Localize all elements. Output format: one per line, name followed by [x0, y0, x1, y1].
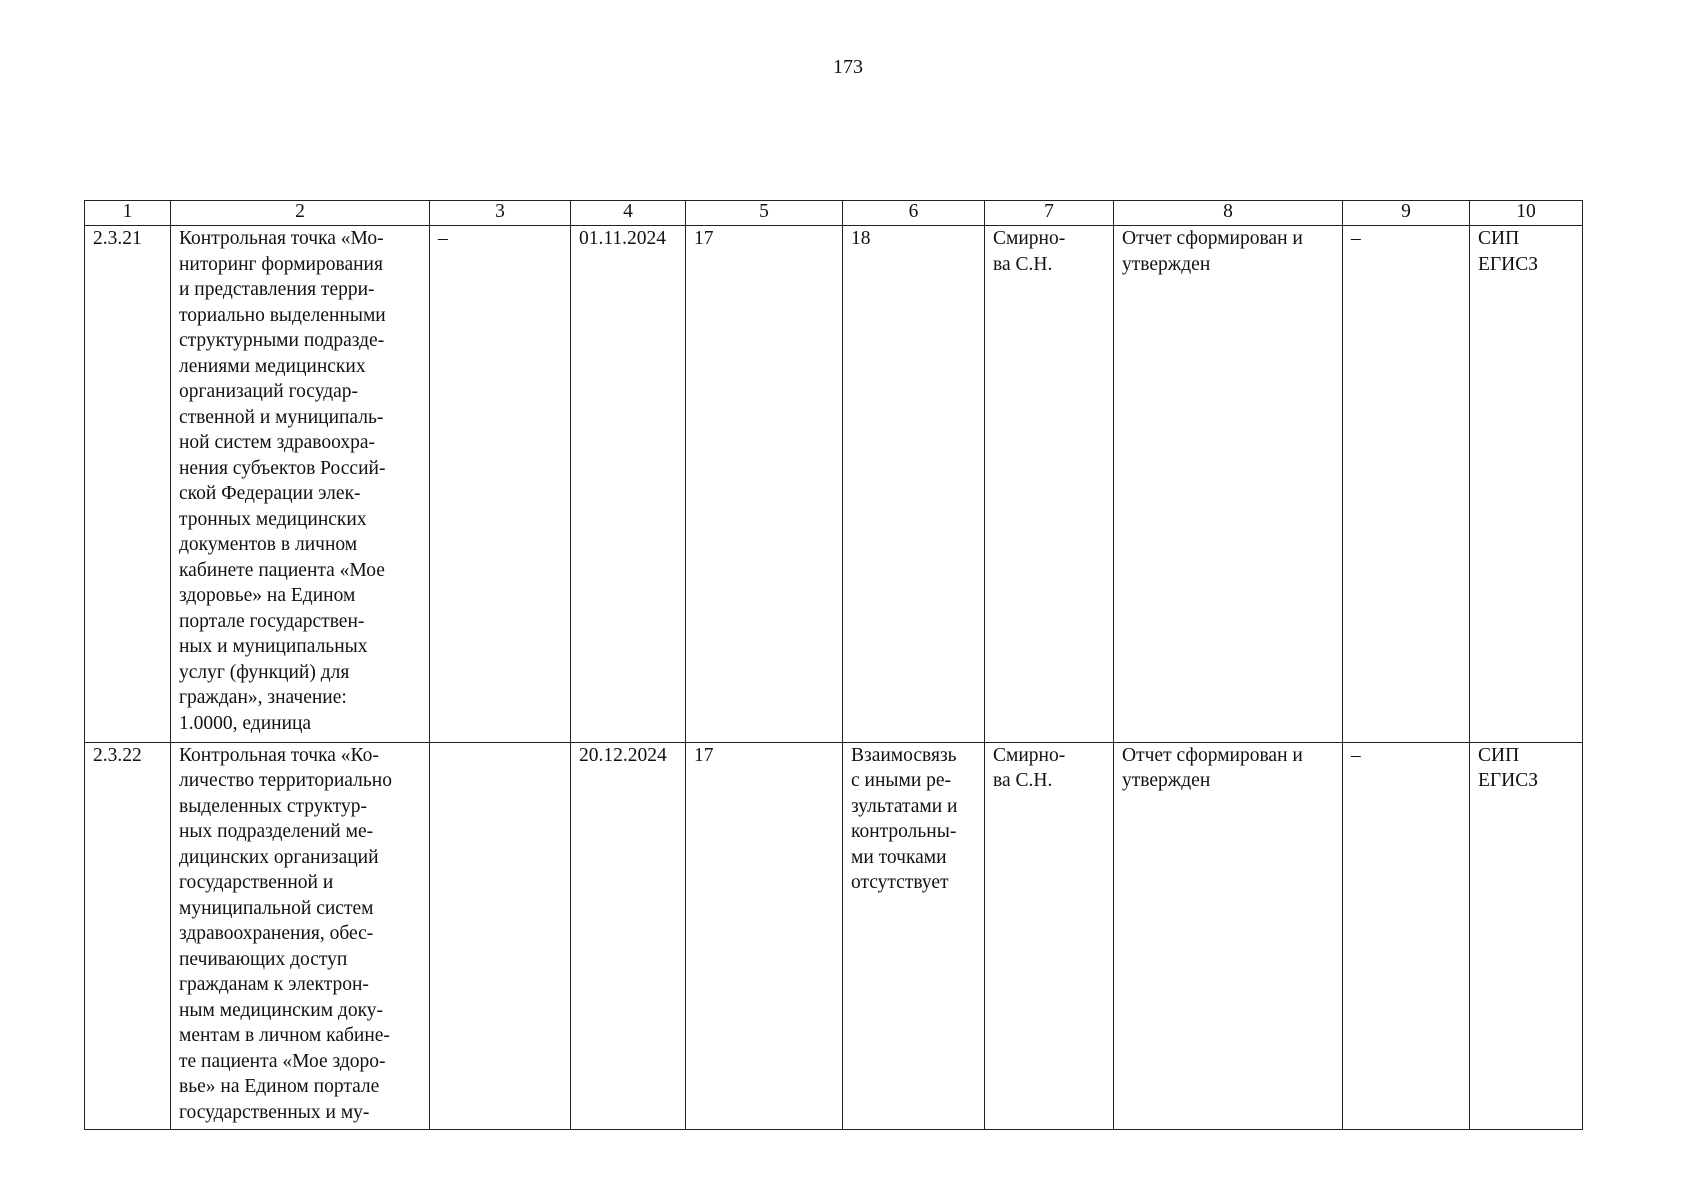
system-cell: СИП ЕГИСЗ	[1470, 742, 1583, 1129]
column-header: 1	[85, 201, 171, 226]
control-points-table	[84, 200, 1583, 1130]
date-cell: 20.12.2024	[571, 742, 686, 1129]
column-header: 5	[686, 201, 843, 226]
table-row	[85, 226, 1583, 743]
column-header: 10	[1470, 201, 1583, 226]
page-number: 173	[833, 56, 863, 78]
responsible-cell: Смирно- ва С.Н.	[985, 742, 1114, 1129]
row-number-cell: 2.3.22	[85, 742, 171, 1129]
table-header-row	[85, 201, 1583, 226]
table-cell: –	[1343, 742, 1470, 1129]
table-cell	[430, 742, 571, 1129]
result-cell: Отчет сформирован и утвержден	[1114, 742, 1343, 1129]
table-cell: 18	[843, 226, 985, 743]
responsible-cell: Смирно- ва С.Н.	[985, 226, 1114, 743]
table-row	[85, 742, 1583, 1129]
column-header: 6	[843, 201, 985, 226]
column-header: 2	[171, 201, 430, 226]
description-cell: Контрольная точка «Мо- ниторинг формирования и представления терри- ториально выделенными структурными подразде- лениями медицинских организаций государ- ственной и муниципаль- ной систем здравоохра- нения субъектов Россий- ской Федерации элек- тронных медицинских документов в личном кабинете пациента «Мое здоровье» на Едином портале государствен- ных и муниципальных услуг (функций) для граждан», значение: 1.0000, единица	[171, 226, 430, 743]
column-header: 7	[985, 201, 1114, 226]
date-cell: 01.11.2024	[571, 226, 686, 743]
column-header: 4	[571, 201, 686, 226]
column-header: 9	[1343, 201, 1470, 226]
table-cell: –	[430, 226, 571, 743]
column-header: 3	[430, 201, 571, 226]
relation-cell: Взаимосвязь с иными ре- зультатами и контрольны- ми точками отсутствует	[843, 742, 985, 1129]
result-cell: Отчет сформирован и утвержден	[1114, 226, 1343, 743]
table-cell: –	[1343, 226, 1470, 743]
table-cell: 17	[686, 742, 843, 1129]
row-number-cell: 2.3.21	[85, 226, 171, 743]
system-cell: СИП ЕГИСЗ	[1470, 226, 1583, 743]
description-cell: Контрольная точка «Ко- личество территориально выделенных структур- ных подразделений ме- дицинских организаций государственной и муниципальной систем здравоохранения, обес- печивающих доступ гражданам к электрон- ным медицинским доку- ментам в личном кабине- те пациента «Мое здоро- вье» на Едином портале государственных и му-	[171, 742, 430, 1129]
column-header: 8	[1114, 201, 1343, 226]
table-cell: 17	[686, 226, 843, 743]
